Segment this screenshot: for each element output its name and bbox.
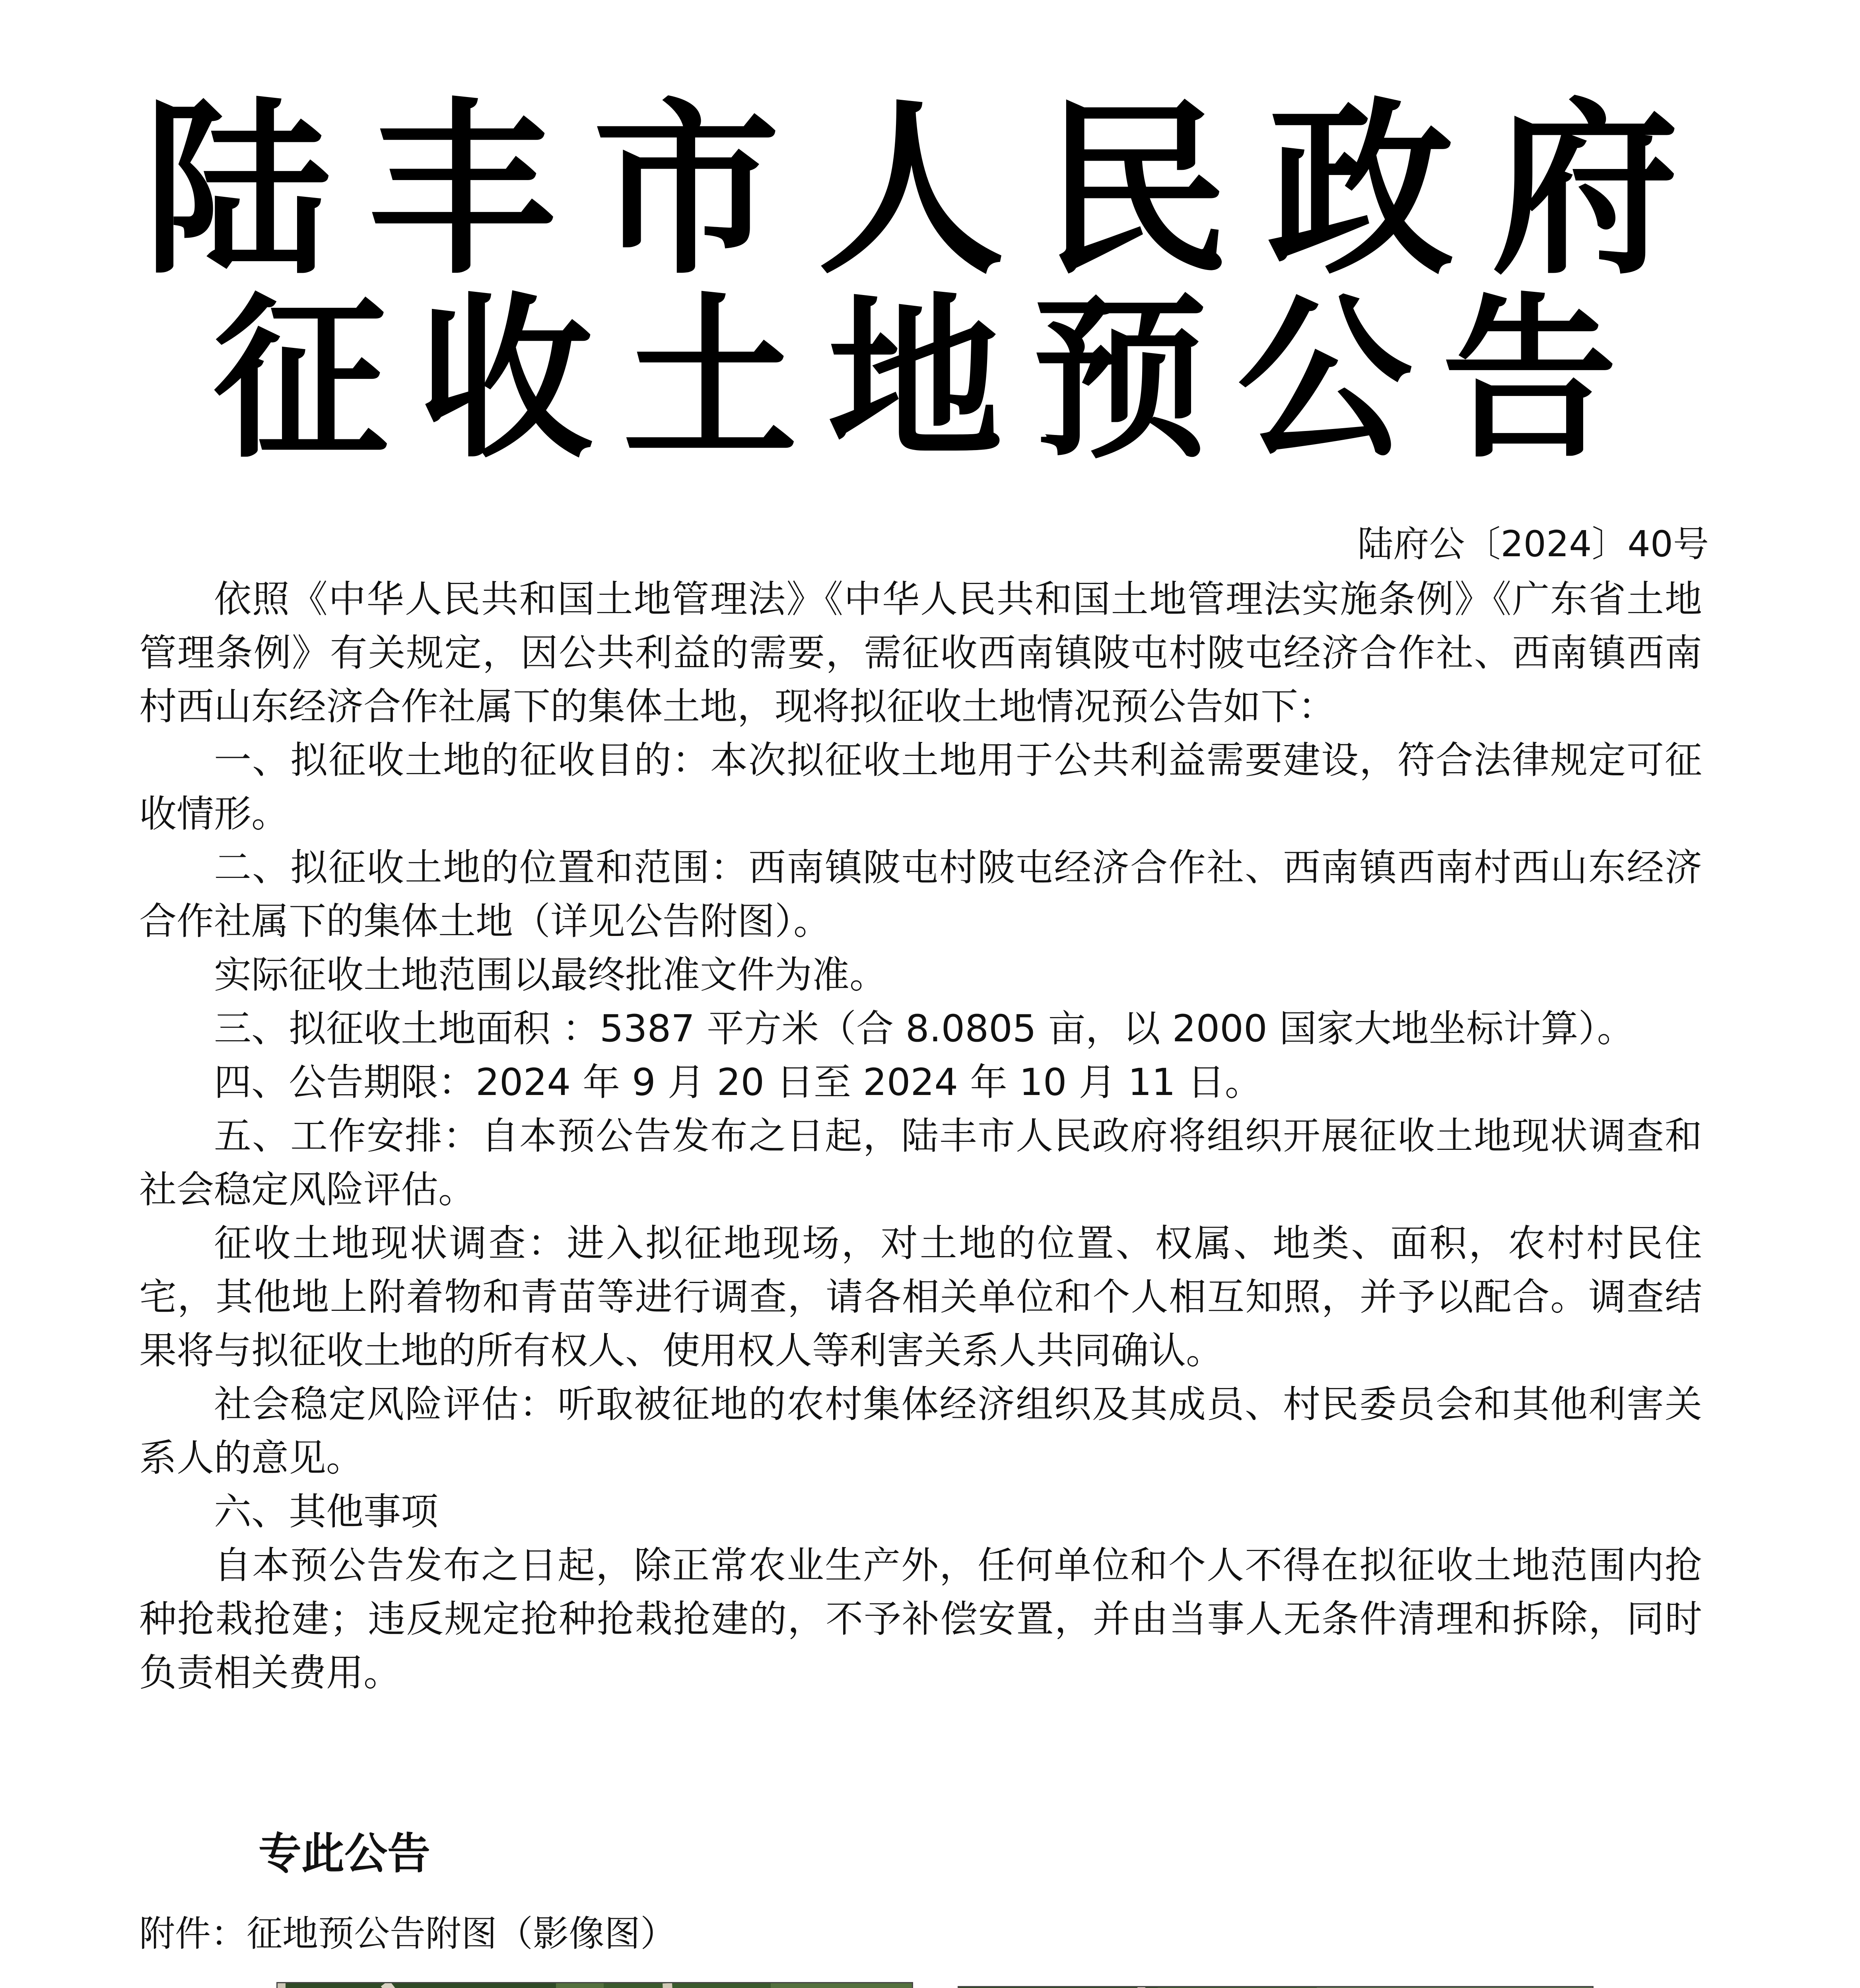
paragraph-intro: 依照《中华人民共和国土地管理法》《中华人民共和国土地管理法实施条例》《广东省土地管理条例》有关规定，因公共利益的需要，需征收西南镇陂屯村陂屯经济合作社、西南镇西南村西山东经济合作社属下的集体土地，现将拟征收土地情况预公告如下： — [139, 578, 1702, 728]
paragraph-purpose: 一、拟征收土地的征收目的：本次拟征收土地用于公共利益需要建设，符合法律规定可征收情形。 — [139, 739, 1702, 836]
paragraph-area: 三、拟征收土地面积 ：5387 平方米（合 8.0805 亩，以 2000 国家大地坐标计算）。 — [214, 1007, 1635, 1050]
closing-statement: 专此公告 — [258, 1829, 431, 1879]
notice-body — [139, 573, 1702, 1700]
paragraph-scope-note: 实际征收土地范围以最终批准文件为准。 — [214, 953, 887, 997]
notice-title-line2: 征收土地预公告 — [213, 278, 1647, 481]
satellite-map-plot-2 — [958, 1986, 1594, 1988]
paragraph-period: 四、公告期限：2024 年 9 月 20 日至 2024 年 10 月 11 日。 — [214, 1061, 1262, 1104]
document-number: 陆府公〔2024〕40号 — [1357, 523, 1709, 565]
notice-title-line1: 陆丰市人民政府 — [144, 82, 1716, 299]
paragraph-other-matters: 自本预公告发布之日起，除正常农业生产外，任何单位和个人不得在拟征收土地范围内抢种抢栽抢建；违反规定抢种抢栽抢建的，不予补偿安置，并由当事人无条件清理和拆除，同时负责相关费用。 — [139, 1544, 1702, 1695]
paragraph-location: 二、拟征收土地的位置和范围：西南镇陂屯村陂屯经济合作社、西南镇西南村西山东经济合作社属下的集体土地（详见公告附图）。 — [139, 846, 1702, 943]
paragraph-arrangement: 五、工作安排：自本预公告发布之日起，陆丰市人民政府将组织开展征收土地现状调查和社会稳定风险评估。 — [139, 1114, 1702, 1211]
satellite-map-plot-1 — [276, 1982, 913, 1988]
paragraph-survey: 征收土地现状调查：进入拟征地现场，对土地的位置、权属、地类、面积，农村村民住宅，其他地上附着物和青苗等进行调查，请各相关单位和个人相互知照，并予以配合。调查结果将与拟征收土地的所有权人、使用权人等利害关系人共同确认。 — [139, 1222, 1702, 1373]
paragraph-other-heading: 六、其他事项 — [214, 1490, 439, 1534]
attachment-label: 附件：征地预公告附图（影像图） — [139, 1913, 676, 1955]
paragraph-risk-assessment: 社会稳定风险评估：听取被征地的农村集体经济组织及其成员、村民委员会和其他利害关系人的意见。 — [139, 1383, 1702, 1480]
satellite-imagery-1 — [278, 1983, 912, 1988]
